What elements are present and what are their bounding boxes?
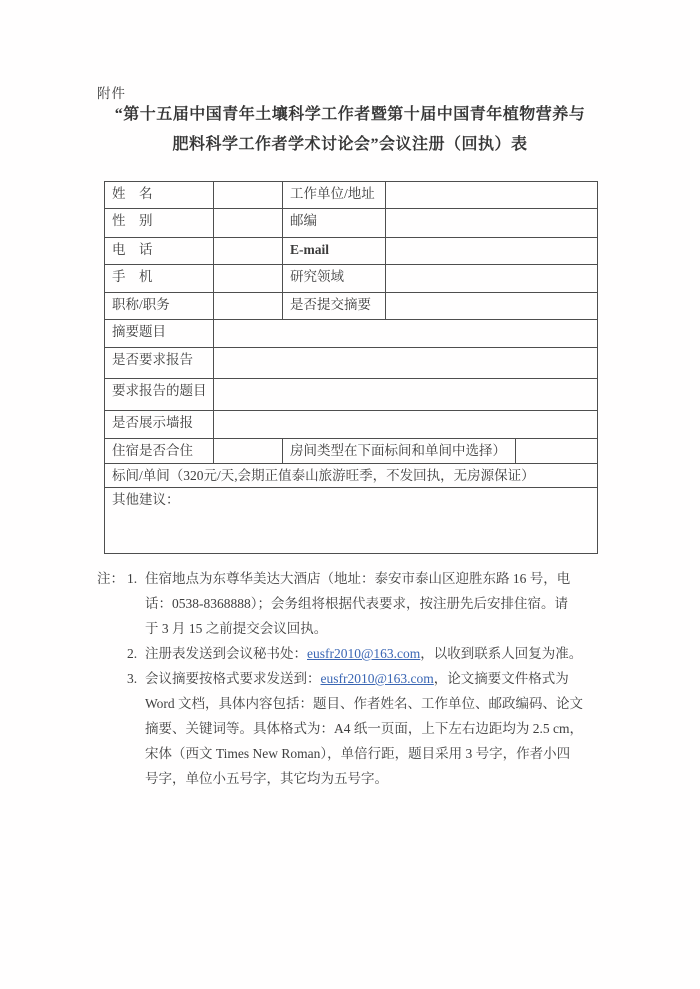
notes-section [97, 566, 657, 791]
room-price-note: 标间/单间（320元/天,会期正值泰山旅游旺季，不发回执，无房源保证） [105, 464, 598, 488]
note-1-text: 住宿地点为东尊华美达大酒店（地址：泰安市泰山区迎胜东路 16 号，电 [145, 571, 571, 586]
field-value-name [214, 182, 283, 209]
note-3-text-post: ，论文摘要文件格式为 [433, 671, 569, 686]
table-row-price [105, 464, 598, 488]
field-value-request-talk [214, 348, 598, 379]
field-value-workunit [386, 182, 598, 209]
table-row-gender [105, 209, 598, 238]
note-3-text-pre: 会议摘要按格式要求发送到： [145, 671, 321, 686]
field-value-abstract-title [214, 320, 598, 348]
field-value-talk-title [214, 379, 598, 411]
note-2-number: 2. [127, 646, 138, 661]
note-3-line-3: 摘要、关键词等。具体格式为：A4 纸一页面，上下左右边距均为 2.5 cm， [145, 721, 583, 736]
field-label-gender: 性 别 [105, 209, 214, 238]
field-value-postcode [386, 209, 598, 238]
table-row-request-talk [105, 348, 598, 379]
title-line2: 肥料科学工作者学术讨论会”会议注册（回执）表 [172, 136, 528, 153]
field-value-researcharea [386, 265, 598, 293]
table-row-phone [105, 238, 598, 265]
field-value-lodging-share [214, 439, 283, 464]
table-row-lodging [105, 439, 598, 464]
field-value-jobtitle [214, 293, 283, 320]
field-value-submit-abstract [386, 293, 598, 320]
note-2-text-post: ，以收到联系人回复为准。 [420, 646, 583, 661]
note-3-line-2: Word 文档，具体内容包括：题目、作者姓名、工作单位、邮政编码、论文 [145, 696, 584, 711]
table-row-talk-title [105, 379, 598, 411]
table-row-poster [105, 411, 598, 439]
field-value-email [386, 238, 598, 265]
note-1-line-2: 话：0538-8368888）；会务组将根据代表要求，按注册先后安排住宿。请 [145, 596, 568, 611]
field-label-name: 姓 名 [105, 182, 214, 209]
field-value-phone [214, 238, 283, 265]
field-label-email: E-mail [283, 238, 386, 265]
note-2-text-pre: 注册表发送到会议秘书处： [145, 646, 307, 661]
note-1-line-1 [97, 566, 657, 591]
field-value-gender [214, 209, 283, 238]
notes-label: 注： [97, 571, 124, 586]
field-label-poster: 是否展示墙报 [105, 411, 214, 439]
table-row-suggestions [105, 488, 598, 554]
field-label-postcode: 邮编 [283, 209, 386, 238]
email-link-secretariat[interactable]: eusfr2010@163.com [307, 646, 421, 661]
title-line1: “第十五届中国青年土壤科学工作者暨第十届中国青年植物营养与 [114, 106, 586, 123]
field-label-request-talk: 是否要求报告 [105, 348, 214, 379]
field-label-jobtitle: 职称/职务 [105, 293, 214, 320]
note-3-line-5: 号字，单位小五号字，其它均为五号字。 [145, 771, 388, 786]
note-3-line-1 [97, 666, 657, 691]
room-type-note: 房间类型在下面标间和单间中选择） [283, 439, 516, 464]
note-1-number: 1. [127, 571, 138, 586]
note-3-number: 3. [127, 671, 138, 686]
table-row-abstract-title [105, 320, 598, 348]
table-row-jobtitle [105, 293, 598, 320]
email-link-abstract[interactable]: eusfr2010@163.com [320, 671, 434, 686]
field-label-mobile: 手 机 [105, 265, 214, 293]
note-1-line-3: 于 3 月 15 之前提交会议回执。 [145, 621, 328, 636]
table-row-name [105, 182, 598, 209]
field-label-phone: 电 话 [105, 238, 214, 265]
field-label-lodging-share: 住宿是否合住 [105, 439, 214, 464]
table-row-mobile [105, 265, 598, 293]
registration-table [104, 181, 598, 554]
field-label-talk-title: 要求报告的题目 [105, 379, 214, 411]
field-value-poster [214, 411, 598, 439]
note-2-line-1 [97, 641, 657, 666]
field-label-researcharea: 研究领域 [283, 265, 386, 293]
field-label-suggestions: 其他建议： [105, 488, 598, 554]
field-value-mobile [214, 265, 283, 293]
field-label-submit-abstract: 是否提交摘要 [283, 293, 386, 320]
note-3-line-4: 宋体（西文 Times New Roman），单倍行距，题目采用 3 号字，作者小四 [145, 746, 571, 761]
field-value-room-type [516, 439, 598, 464]
field-label-abstract-title: 摘要题目 [105, 320, 214, 348]
page-title [0, 100, 700, 160]
field-label-workunit: 工作单位/地址 [283, 182, 386, 209]
attachment-label: 附件 [97, 86, 126, 101]
